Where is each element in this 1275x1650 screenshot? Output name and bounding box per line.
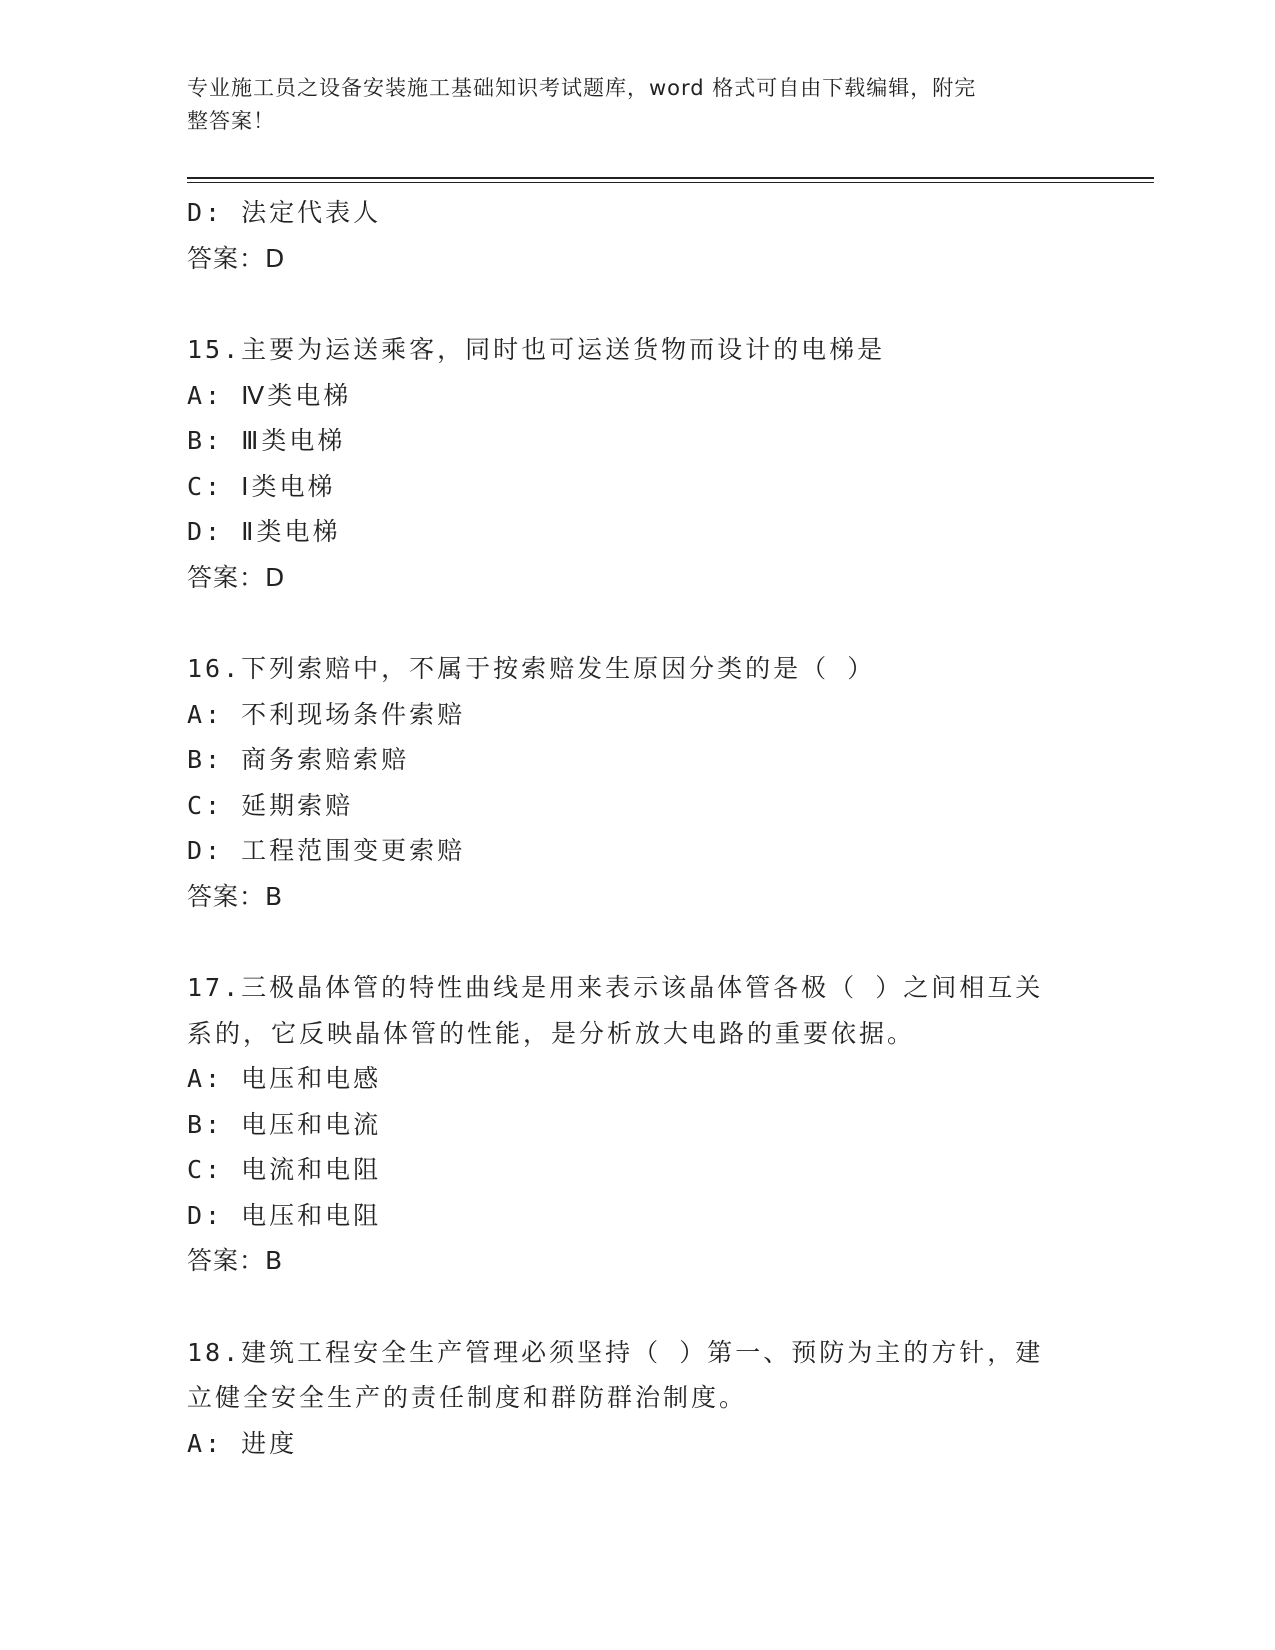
prev-option-d: D: 法定代表人 xyxy=(187,198,382,227)
q15-option-c: C: Ⅰ类电梯 xyxy=(187,471,336,501)
q16-option-d: D: 工程范围变更索赔 xyxy=(187,836,466,865)
question-list xyxy=(187,190,1067,1466)
q15-option-d: D: Ⅱ类电梯 xyxy=(187,517,341,546)
prev-answer: 答案：D xyxy=(187,243,286,273)
q17-answer: 答案：B xyxy=(187,1246,284,1275)
spacer xyxy=(187,281,1067,327)
q16-option-c: C: 延期索赔 xyxy=(187,790,354,820)
header-line-2: 整答案！ xyxy=(187,109,275,133)
q17-stem-line-1: 17.三极晶体管的特性曲线是用来表示该晶体管各极（ ）之间相互关 xyxy=(187,973,1044,1002)
q15-option-b: B: Ⅲ类电梯 xyxy=(187,426,346,455)
q15-answer: 答案：D xyxy=(187,562,286,592)
header-divider-thick xyxy=(187,177,1154,179)
q17-option-c: C: 电流和电阻 xyxy=(187,1155,382,1184)
header-divider-thin xyxy=(187,182,1154,183)
q17-option-b: B: 电压和电流 xyxy=(187,1109,382,1139)
spacer xyxy=(187,600,1067,646)
spacer xyxy=(187,919,1067,965)
q16-option-b: B: 商务索赔索赔 xyxy=(187,745,410,774)
q17-option-d: D: 电压和电阻 xyxy=(187,1200,382,1230)
q16-answer: 答案：B xyxy=(187,881,284,911)
q18-stem-line-2: 立健全安全生产的责任制度和群防群治制度。 xyxy=(187,1383,748,1412)
document-header xyxy=(187,72,1067,138)
spacer xyxy=(187,1284,1067,1330)
header-line-1: 专业施工员之设备安装施工基础知识考试题库，word 格式可自由下载编辑，附完 xyxy=(187,76,977,100)
q18-stem-line-1: 18.建筑工程安全生产管理必须坚持（ ）第一、预防为主的方针，建 xyxy=(187,1337,1044,1367)
q16-stem: 16.下列索赔中，不属于按索赔发生原因分类的是（ ） xyxy=(187,654,876,683)
q15-stem: 15.主要为运送乘客，同时也可运送货物而设计的电梯是 xyxy=(187,335,886,364)
q16-option-a: A: 不利现场条件索赔 xyxy=(187,699,466,729)
q17-option-a: A: 电压和电感 xyxy=(187,1064,382,1093)
q18-option-a: A: 进度 xyxy=(187,1428,298,1458)
q15-option-a: A: Ⅳ类电梯 xyxy=(187,380,352,410)
q17-stem-line-2: 系的，它反映晶体管的性能，是分析放大电路的重要依据。 xyxy=(187,1018,916,1048)
